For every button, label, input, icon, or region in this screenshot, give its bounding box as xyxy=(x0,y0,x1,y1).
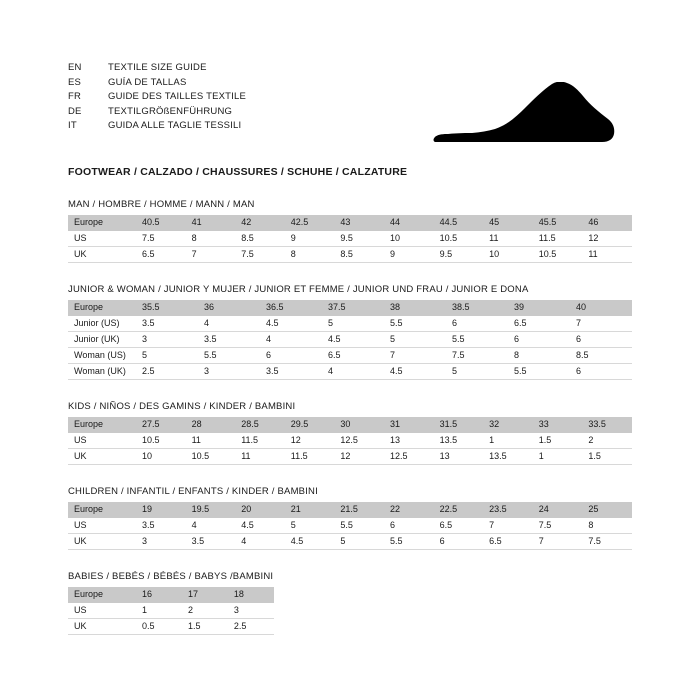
table-row xyxy=(68,619,274,635)
table-cell: 5.5 xyxy=(384,534,434,550)
table-cell: 2 xyxy=(182,603,228,619)
table-cell: 13.5 xyxy=(483,449,533,465)
table-cell: 12 xyxy=(285,433,335,449)
row-label: Europe xyxy=(68,417,136,433)
language-row xyxy=(68,120,246,135)
table-cell: 8.5 xyxy=(235,231,285,247)
table-cell: 45 xyxy=(483,215,533,231)
table-cell: 1 xyxy=(136,603,182,619)
row-label: US xyxy=(68,433,136,449)
table-cell: 2.5 xyxy=(136,364,198,380)
language-row xyxy=(68,106,246,121)
table-cell: 4 xyxy=(186,518,236,534)
table-cell: 3 xyxy=(228,603,274,619)
table-cell: 1.5 xyxy=(582,449,632,465)
table-cell: 10 xyxy=(136,449,186,465)
size-table xyxy=(68,587,274,635)
table-row xyxy=(68,518,632,534)
table-cell: 11 xyxy=(235,449,285,465)
table-cell: 8 xyxy=(285,247,335,263)
table-cell: 19.5 xyxy=(186,502,236,518)
row-label: US xyxy=(68,518,136,534)
table-cell: 5.5 xyxy=(384,316,446,332)
table-row xyxy=(68,502,632,518)
table-cell: 5 xyxy=(446,364,508,380)
table-cell: 7 xyxy=(570,316,632,332)
table-cell: 3.5 xyxy=(198,332,260,348)
size-table xyxy=(68,417,632,465)
table-cell: 6.5 xyxy=(508,316,570,332)
table-cell: 3.5 xyxy=(186,534,236,550)
table-cell: 8 xyxy=(582,518,632,534)
block-title: MAN / HOMBRE / HOMME / MANN / MAN xyxy=(68,199,255,210)
table-cell: 4.5 xyxy=(260,316,322,332)
table-cell: 13 xyxy=(384,433,434,449)
table-cell: 20 xyxy=(235,502,285,518)
table-cell: 28 xyxy=(186,417,236,433)
language-row xyxy=(68,77,246,92)
size-table xyxy=(68,502,632,550)
table-cell: 33 xyxy=(533,417,583,433)
language-row xyxy=(68,62,246,77)
table-cell: 9.5 xyxy=(334,231,384,247)
table-cell: 42.5 xyxy=(285,215,335,231)
table-cell: 11.5 xyxy=(235,433,285,449)
table-cell: 31 xyxy=(384,417,434,433)
table-cell: 7 xyxy=(186,247,236,263)
table-cell: 36 xyxy=(198,300,260,316)
table-cell: 24 xyxy=(533,502,583,518)
table-cell: 38 xyxy=(384,300,446,316)
table-cell: 36.5 xyxy=(260,300,322,316)
table-cell: 0.5 xyxy=(136,619,182,635)
row-label: US xyxy=(68,231,136,247)
table-cell: 11.5 xyxy=(533,231,583,247)
row-label: Europe xyxy=(68,215,136,231)
table-cell: 10.5 xyxy=(533,247,583,263)
row-label: Europe xyxy=(68,587,136,603)
table-cell: 5.5 xyxy=(446,332,508,348)
table-cell: 32 xyxy=(483,417,533,433)
table-cell: 5 xyxy=(384,332,446,348)
table-cell: 4 xyxy=(235,534,285,550)
table-cell: 4.5 xyxy=(235,518,285,534)
table-cell: 39 xyxy=(508,300,570,316)
table-cell: 6 xyxy=(434,534,484,550)
language-row xyxy=(68,91,246,106)
table-cell: 5 xyxy=(334,534,384,550)
table-cell: 3.5 xyxy=(260,364,322,380)
table-cell: 3.5 xyxy=(136,316,198,332)
table-cell: 40.5 xyxy=(136,215,186,231)
table-cell: 2 xyxy=(582,433,632,449)
size-table xyxy=(68,300,632,380)
table-cell: 9.5 xyxy=(434,247,484,263)
language-code: EN xyxy=(68,62,82,73)
language-code: IT xyxy=(68,120,77,131)
table-cell: 4.5 xyxy=(322,332,384,348)
table-row xyxy=(68,231,632,247)
table-row xyxy=(68,215,632,231)
table-cell: 42 xyxy=(235,215,285,231)
table-cell: 1 xyxy=(483,433,533,449)
table-cell: 21 xyxy=(285,502,335,518)
table-cell: 37.5 xyxy=(322,300,384,316)
table-cell: 21.5 xyxy=(334,502,384,518)
table-cell: 40 xyxy=(570,300,632,316)
row-label: Europe xyxy=(68,502,136,518)
table-cell: 10.5 xyxy=(186,449,236,465)
table-cell: 11 xyxy=(186,433,236,449)
table-cell: 7.5 xyxy=(582,534,632,550)
row-label: Woman (US) xyxy=(68,348,136,364)
table-cell: 1 xyxy=(533,449,583,465)
table-cell: 4 xyxy=(322,364,384,380)
table-row xyxy=(68,300,632,316)
row-label: Junior (US) xyxy=(68,316,136,332)
table-cell: 6 xyxy=(570,364,632,380)
size-block-kids xyxy=(68,401,632,465)
table-cell: 5 xyxy=(322,316,384,332)
table-row xyxy=(68,433,632,449)
block-title: CHILDREN / INFANTIL / ENFANTS / KINDER / BAMBINI xyxy=(68,486,318,497)
table-cell: 44 xyxy=(384,215,434,231)
table-cell: 6 xyxy=(570,332,632,348)
table-cell: 8.5 xyxy=(570,348,632,364)
table-cell: 29.5 xyxy=(285,417,335,433)
table-cell: 6.5 xyxy=(483,534,533,550)
row-label: Woman (UK) xyxy=(68,364,136,380)
table-cell: 4 xyxy=(260,332,322,348)
table-cell: 5.5 xyxy=(334,518,384,534)
table-cell: 9 xyxy=(384,247,434,263)
table-row xyxy=(68,364,632,380)
table-cell: 10.5 xyxy=(136,433,186,449)
table-cell: 7.5 xyxy=(136,231,186,247)
table-cell: 31.5 xyxy=(434,417,484,433)
table-cell: 7.5 xyxy=(533,518,583,534)
language-title-list xyxy=(68,62,246,135)
row-label: Junior (UK) xyxy=(68,332,136,348)
table-cell: 6 xyxy=(260,348,322,364)
table-cell: 5 xyxy=(136,348,198,364)
table-cell: 12.5 xyxy=(334,433,384,449)
table-cell: 12 xyxy=(582,231,632,247)
table-cell: 13 xyxy=(434,449,484,465)
table-row xyxy=(68,247,632,263)
table-cell: 11.5 xyxy=(285,449,335,465)
table-cell: 7 xyxy=(483,518,533,534)
row-label: UK xyxy=(68,534,136,550)
table-cell: 28.5 xyxy=(235,417,285,433)
table-row xyxy=(68,348,632,364)
table-cell: 3.5 xyxy=(136,518,186,534)
table-cell: 10.5 xyxy=(434,231,484,247)
table-cell: 7 xyxy=(533,534,583,550)
table-cell: 19 xyxy=(136,502,186,518)
language-title: GUIDE DES TAILLES TEXTILE xyxy=(108,91,247,102)
table-cell: 17 xyxy=(182,587,228,603)
table-cell: 11 xyxy=(582,247,632,263)
table-cell: 10 xyxy=(384,231,434,247)
table-cell: 8 xyxy=(508,348,570,364)
table-cell: 43 xyxy=(334,215,384,231)
table-cell: 8 xyxy=(186,231,236,247)
table-cell: 1.5 xyxy=(182,619,228,635)
table-cell: 6.5 xyxy=(322,348,384,364)
table-cell: 38.5 xyxy=(446,300,508,316)
table-cell: 35.5 xyxy=(136,300,198,316)
block-title: BABIES / BEBÉS / BÉBÉS / BABYS /BAMBINI xyxy=(68,571,274,582)
size-block-man xyxy=(68,199,632,263)
table-cell: 25 xyxy=(582,502,632,518)
language-title: TEXTILGRÖßENFÜHRUNG xyxy=(108,105,233,117)
table-cell: 5.5 xyxy=(508,364,570,380)
page-header xyxy=(68,62,632,152)
table-row xyxy=(68,316,632,332)
section-title: FOOTWEAR / CALZADO / CHAUSSURES / SCHUHE / CALZATURE xyxy=(68,166,408,178)
table-cell: 3 xyxy=(136,534,186,550)
language-title: TEXTILE SIZE GUIDE xyxy=(108,62,207,73)
table-cell: 44.5 xyxy=(434,215,484,231)
language-code: DE xyxy=(68,105,82,117)
table-cell: 4.5 xyxy=(384,364,446,380)
table-cell: 6 xyxy=(446,316,508,332)
table-cell: 8.5 xyxy=(334,247,384,263)
table-cell: 30 xyxy=(334,417,384,433)
table-cell: 33.5 xyxy=(582,417,632,433)
table-cell: 12 xyxy=(334,449,384,465)
table-cell: 12.5 xyxy=(384,449,434,465)
block-title: JUNIOR & WOMAN / JUNIOR Y MUJER / JUNIOR ET FEMME / JUNIOR UND FRAU / JUNIOR E DONA xyxy=(68,284,529,295)
table-cell: 3 xyxy=(198,364,260,380)
table-row xyxy=(68,332,632,348)
row-label: Europe xyxy=(68,300,136,316)
table-row xyxy=(68,534,632,550)
table-cell: 45.5 xyxy=(533,215,583,231)
table-cell: 6 xyxy=(508,332,570,348)
block-title: KIDS / NIÑOS / DES GAMINS / KINDER / BAMBINI xyxy=(68,401,296,412)
table-cell: 9 xyxy=(285,231,335,247)
row-label: UK xyxy=(68,619,136,635)
table-cell: 27.5 xyxy=(136,417,186,433)
table-cell: 6 xyxy=(384,518,434,534)
table-cell: 16 xyxy=(136,587,182,603)
table-row xyxy=(68,603,274,619)
row-label: UK xyxy=(68,247,136,263)
table-cell: 22 xyxy=(384,502,434,518)
dress-shoe-icon xyxy=(424,74,624,152)
table-row xyxy=(68,417,632,433)
table-cell: 18 xyxy=(228,587,274,603)
language-title: GUÍA DE TALLAS xyxy=(108,76,187,88)
table-cell: 2.5 xyxy=(228,619,274,635)
table-cell: 46 xyxy=(582,215,632,231)
table-row xyxy=(68,449,632,465)
table-cell: 7.5 xyxy=(446,348,508,364)
table-cell: 4 xyxy=(198,316,260,332)
table-cell: 5.5 xyxy=(198,348,260,364)
table-cell: 22.5 xyxy=(434,502,484,518)
language-title: GUIDA ALLE TAGLIE TESSILI xyxy=(108,120,242,131)
size-table xyxy=(68,215,632,263)
table-cell: 6.5 xyxy=(434,518,484,534)
table-cell: 5 xyxy=(285,518,335,534)
table-cell: 23.5 xyxy=(483,502,533,518)
table-cell: 13.5 xyxy=(434,433,484,449)
table-cell: 6.5 xyxy=(136,247,186,263)
table-cell: 4.5 xyxy=(285,534,335,550)
table-cell: 7.5 xyxy=(235,247,285,263)
table-cell: 11 xyxy=(483,231,533,247)
table-row xyxy=(68,587,274,603)
size-block-babies xyxy=(68,571,632,635)
row-label: US xyxy=(68,603,136,619)
language-code: ES xyxy=(68,76,82,88)
table-cell: 41 xyxy=(186,215,236,231)
table-cell: 1.5 xyxy=(533,433,583,449)
row-label: UK xyxy=(68,449,136,465)
table-cell: 7 xyxy=(384,348,446,364)
size-block-junior-woman xyxy=(68,284,632,380)
language-code: FR xyxy=(68,91,82,102)
table-cell: 3 xyxy=(136,332,198,348)
table-cell: 10 xyxy=(483,247,533,263)
size-block-children xyxy=(68,486,632,550)
